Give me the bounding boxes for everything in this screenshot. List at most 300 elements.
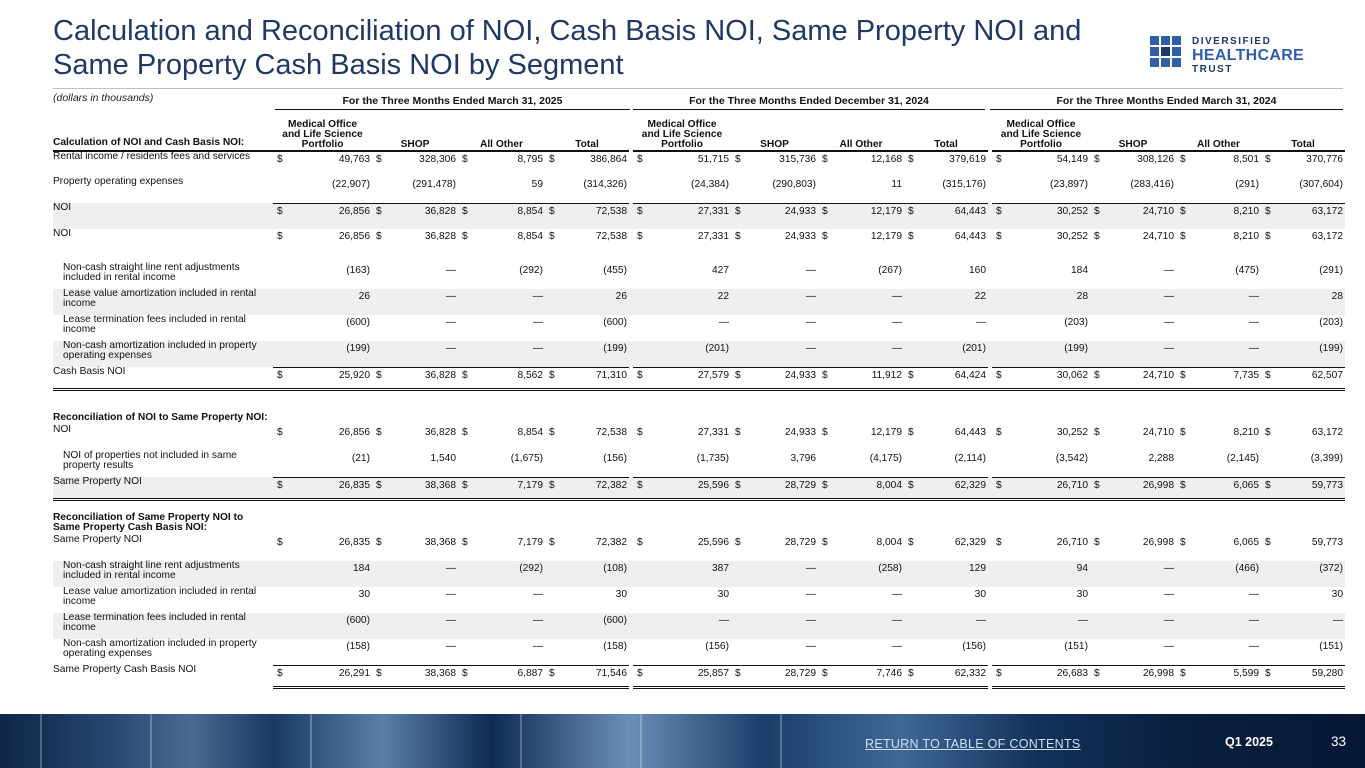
value-cell-shop: [372, 151, 458, 177]
value: (290,803): [772, 179, 816, 190]
value-cell-all-other: [1176, 203, 1261, 229]
value: 64,443: [954, 427, 986, 438]
currency-symbol: [1090, 291, 1094, 302]
value-cell-shop: [372, 639, 458, 665]
col-header-medical-office-line: Portfolio: [661, 139, 703, 150]
currency-symbol: $: [822, 205, 828, 217]
currency-symbol: $: [1180, 369, 1186, 381]
value-cell-shop: [372, 289, 458, 315]
value: 36,828: [424, 231, 456, 242]
value-cell-all-other: [458, 229, 545, 263]
value-cell-total: [545, 639, 629, 665]
value: 8,004: [876, 537, 902, 548]
value: —: [891, 589, 902, 600]
value: (600): [603, 317, 627, 328]
section-header-row: [53, 499, 1345, 535]
col-header-medical-office-line: and Life Science: [1000, 129, 1082, 140]
value-cell-medical-office: [273, 177, 372, 203]
currency-symbol: [372, 453, 376, 464]
value: 51,715: [697, 154, 729, 165]
currency-symbol: $: [637, 231, 643, 242]
value: 6,887: [517, 667, 543, 679]
value-cell-all-other: [458, 263, 545, 289]
value: 8,501: [1233, 154, 1259, 165]
currency-symbol: [458, 589, 462, 600]
value: —: [1248, 615, 1259, 626]
value-cell-total: [904, 229, 988, 263]
currency-symbol: [1261, 343, 1265, 354]
currency-symbol: [731, 615, 735, 626]
value: 27,331: [697, 427, 729, 438]
currency-symbol: [731, 343, 735, 354]
table-row: [53, 561, 1345, 587]
value-cell-total: [1261, 341, 1345, 367]
value: —: [445, 615, 456, 626]
currency-symbol: $: [822, 537, 828, 548]
value: 26,998: [1142, 479, 1174, 491]
currency-symbol: $: [1265, 479, 1271, 491]
currency-symbol: [633, 615, 637, 626]
value: (291,478): [412, 179, 456, 190]
col-header-shop: SHOP: [372, 110, 458, 151]
row-label: NOI of properties not included in same property results: [63, 450, 237, 471]
value-cell-total: [1261, 561, 1345, 587]
value: 427: [712, 265, 729, 276]
value-cell-total: [904, 561, 988, 587]
currency-symbol: [818, 641, 822, 652]
value-cell-total: [545, 665, 629, 687]
value: —: [1248, 317, 1259, 328]
value: (307,604): [1299, 179, 1343, 190]
currency-symbol: [731, 317, 735, 328]
value: 71,310: [595, 369, 627, 381]
value-cell-total: [1261, 367, 1345, 389]
currency-symbol: [1176, 453, 1180, 464]
currency-symbol: $: [1265, 427, 1271, 438]
col-header-shop: SHOP: [731, 110, 818, 151]
value: —: [805, 343, 816, 354]
value-cell-medical-office: [273, 535, 372, 561]
value: —: [1163, 615, 1174, 626]
value: (201): [962, 343, 986, 354]
col-header-all-other: All Other: [458, 110, 545, 151]
currency-symbol: $: [735, 479, 741, 491]
currency-symbol: [904, 343, 908, 354]
value: —: [1248, 589, 1259, 600]
currency-symbol: $: [908, 537, 914, 548]
value-cell-total: [545, 289, 629, 315]
currency-symbol: [818, 317, 822, 328]
value-cell-all-other: [818, 177, 904, 203]
value-cell-medical-office: [992, 451, 1090, 477]
value: 24,710: [1142, 231, 1174, 242]
value-cell-shop: [731, 263, 818, 289]
value-cell-all-other: [458, 561, 545, 587]
currency-symbol: $: [1265, 154, 1271, 165]
currency-symbol: [273, 291, 277, 302]
value: —: [532, 641, 543, 652]
value-cell-shop: [731, 289, 818, 315]
value: 6,065: [1233, 479, 1259, 491]
value: (108): [603, 563, 627, 574]
value: 63,172: [1311, 205, 1343, 217]
currency-symbol: $: [277, 231, 283, 242]
value-cell-medical-office: [992, 177, 1090, 203]
row-label: Lease value amortization included in rental income: [63, 586, 257, 607]
currency-symbol: [992, 179, 996, 190]
page-number: 33: [1331, 734, 1347, 749]
value-cell-total: [1261, 425, 1345, 451]
units-note: (dollars in thousands): [53, 92, 154, 104]
value: 62,329: [954, 479, 986, 491]
value-cell-medical-office: [992, 315, 1090, 341]
value-cell-medical-office: [633, 177, 731, 203]
currency-symbol: [633, 317, 637, 328]
value: 30: [974, 589, 986, 600]
currency-symbol: [458, 265, 462, 276]
value-cell-all-other: [458, 341, 545, 367]
value: 387: [712, 563, 729, 574]
value: 184: [1071, 265, 1088, 276]
value-cell-shop: [731, 229, 818, 263]
value-cell-medical-office: [992, 203, 1090, 229]
value: 26,856: [338, 205, 370, 217]
value: 59: [531, 179, 543, 190]
col-header-shop: SHOP: [1090, 110, 1176, 151]
currency-symbol: [372, 179, 376, 190]
currency-symbol: $: [462, 479, 468, 491]
table-row: [53, 263, 1345, 289]
period-header-q1-2024: For the Three Months Ended March 31, 2024: [990, 95, 1343, 110]
value-cell-all-other: [818, 587, 904, 613]
value: 30,252: [1056, 427, 1088, 438]
value: (151): [1064, 641, 1088, 652]
value-cell-all-other: [1176, 367, 1261, 389]
value-cell-shop: [1090, 561, 1176, 587]
currency-symbol: $: [637, 205, 643, 217]
value-cell-medical-office: [992, 367, 1090, 389]
table-row: [53, 665, 1345, 687]
row-label: Rental income / residents fees and services: [53, 151, 251, 162]
value: 24,710: [1142, 205, 1174, 217]
value-cell-total: [904, 613, 988, 639]
value: —: [1163, 265, 1174, 276]
value: 54,149: [1056, 154, 1088, 165]
currency-symbol: [273, 317, 277, 328]
value-cell-shop: [731, 665, 818, 687]
value: —: [445, 291, 456, 302]
value-cell-all-other: [818, 477, 904, 499]
currency-symbol: $: [996, 205, 1002, 217]
currency-symbol: $: [908, 231, 914, 242]
currency-symbol: [273, 563, 277, 574]
value: —: [805, 641, 816, 652]
currency-symbol: [1261, 641, 1265, 652]
value-cell-total: [545, 451, 629, 477]
value-cell-all-other: [818, 535, 904, 561]
title-divider: [53, 88, 1343, 89]
currency-symbol: $: [277, 154, 283, 165]
value: 370,776: [1306, 154, 1343, 165]
currency-symbol: $: [637, 154, 643, 165]
currency-symbol: $: [735, 369, 741, 381]
currency-symbol: [1176, 265, 1180, 276]
currency-symbol: [992, 589, 996, 600]
value-cell-shop: [731, 177, 818, 203]
row-label: Non-cash amortization included in property operating expenses: [63, 638, 257, 659]
table-header-row: [53, 110, 1345, 151]
value: 30: [615, 589, 627, 600]
value: —: [805, 589, 816, 600]
currency-symbol: $: [376, 537, 382, 548]
currency-symbol: [731, 589, 735, 600]
row-label: Lease termination fees included in rental income: [53, 613, 273, 639]
value-cell-medical-office: [992, 477, 1090, 499]
value: 11,912: [871, 369, 902, 381]
currency-symbol: [904, 291, 908, 302]
currency-symbol: [992, 317, 996, 328]
currency-symbol: [992, 453, 996, 464]
currency-symbol: $: [1265, 231, 1271, 242]
value-cell-all-other: [1176, 477, 1261, 499]
value-cell-all-other: [458, 315, 545, 341]
value-cell-total: [545, 263, 629, 289]
currency-symbol: $: [735, 427, 741, 438]
value-cell-all-other: [458, 367, 545, 389]
value-cell-medical-office: [992, 535, 1090, 561]
value-cell-total: [904, 535, 988, 561]
value-cell-medical-office: [273, 315, 372, 341]
value: (156): [962, 641, 986, 652]
currency-symbol: $: [822, 154, 828, 165]
logo-mark-icon: [1150, 36, 1186, 72]
value: 24,710: [1142, 427, 1174, 438]
currency-symbol: $: [996, 427, 1002, 438]
currency-symbol: [545, 343, 549, 354]
value: (3,399): [1310, 453, 1343, 464]
value: 28,729: [784, 667, 816, 679]
currency-symbol: [1176, 615, 1180, 626]
value: (475): [1235, 265, 1259, 276]
value: 28,729: [784, 479, 816, 491]
value-cell-shop: [731, 203, 818, 229]
value: —: [1163, 563, 1174, 574]
currency-symbol: [372, 563, 376, 574]
table-row: [53, 341, 1345, 367]
value: 64,424: [954, 369, 986, 381]
currency-symbol: [731, 641, 735, 652]
value: 328,306: [419, 154, 456, 165]
value: 6,065: [1233, 537, 1259, 548]
report-period: Q1 2025: [1225, 735, 1273, 749]
value: 8,210: [1233, 231, 1259, 242]
value-cell-all-other: [818, 639, 904, 665]
currency-symbol: [731, 179, 735, 190]
value: (292): [519, 265, 543, 276]
value: 27,579: [697, 369, 729, 381]
value-cell-all-other: [818, 151, 904, 177]
value-cell-all-other: [1176, 177, 1261, 203]
value: —: [805, 291, 816, 302]
value-cell-total: [545, 367, 629, 389]
section-header-row: [53, 389, 1345, 425]
value: 24,710: [1142, 369, 1174, 381]
value: 26,856: [338, 231, 370, 242]
value: —: [445, 589, 456, 600]
value: 71,546: [595, 667, 627, 679]
currency-symbol: [1261, 453, 1265, 464]
currency-symbol: [1176, 589, 1180, 600]
value-cell-all-other: [818, 425, 904, 451]
value-cell-total: [904, 587, 988, 613]
currency-symbol: [1176, 291, 1180, 302]
value-cell-shop: [731, 367, 818, 389]
value: 25,920: [338, 369, 370, 381]
page-title: Calculation and Reconciliation of NOI, Cash Basis NOI, Same Property NOI and Same Property Cash Basis NOI by Segment: [53, 15, 1082, 81]
currency-symbol: [1261, 291, 1265, 302]
value: 26,710: [1056, 479, 1088, 491]
currency-symbol: [818, 589, 822, 600]
value: (199): [1064, 343, 1088, 354]
currency-symbol: [545, 291, 549, 302]
currency-symbol: $: [376, 154, 382, 165]
currency-symbol: $: [1180, 667, 1186, 679]
currency-symbol: [992, 641, 996, 652]
currency-symbol: $: [277, 667, 283, 679]
currency-symbol: [545, 615, 549, 626]
value: (21): [351, 453, 370, 464]
col-header-medical-office-line: and Life Science: [282, 129, 363, 140]
row-label: Reconciliation of Same Property NOI to Same Property Cash Basis NOI:: [53, 499, 273, 535]
value: 28,729: [784, 537, 816, 548]
value-cell-shop: [372, 561, 458, 587]
value: 72,538: [595, 205, 627, 217]
value-cell-total: [1261, 587, 1345, 613]
currency-symbol: $: [376, 369, 382, 381]
currency-symbol: [633, 343, 637, 354]
value-cell-shop: [372, 367, 458, 389]
value: (203): [1319, 317, 1343, 328]
value-cell-all-other: [1176, 639, 1261, 665]
value: (163): [346, 265, 370, 276]
value-cell-total: [545, 177, 629, 203]
return-to-contents-link[interactable]: RETURN TO TABLE OF CONTENTS: [865, 737, 1081, 751]
table-row: [53, 151, 1345, 177]
value-cell-total: [545, 425, 629, 451]
value: 72,382: [595, 479, 627, 491]
value-cell-all-other: [818, 341, 904, 367]
value: (24,384): [691, 179, 729, 190]
value-cell-shop: [372, 451, 458, 477]
value: 379,619: [949, 154, 986, 165]
value: 12,179: [870, 231, 902, 242]
table-row: [53, 289, 1345, 315]
value-cell-shop: [1090, 203, 1176, 229]
currency-symbol: [273, 453, 277, 464]
currency-symbol: $: [1094, 479, 1100, 491]
value-cell-medical-office: [633, 289, 731, 315]
table-row: [53, 477, 1345, 499]
currency-symbol: $: [1094, 154, 1100, 165]
value: 26,998: [1142, 537, 1174, 548]
value: —: [1077, 615, 1088, 626]
currency-symbol: [458, 641, 462, 652]
currency-symbol: [1090, 615, 1094, 626]
value-cell-all-other: [458, 587, 545, 613]
currency-symbol: $: [1094, 537, 1100, 548]
row-label: NOI: [53, 228, 72, 239]
value: —: [445, 563, 456, 574]
value: (283,416): [1130, 179, 1174, 190]
value-cell-medical-office: [633, 451, 731, 477]
currency-symbol: [1176, 641, 1180, 652]
value: 5,599: [1233, 667, 1259, 679]
currency-symbol: $: [376, 231, 382, 242]
currency-symbol: [992, 615, 996, 626]
currency-symbol: [1090, 265, 1094, 276]
value: 22: [974, 291, 986, 302]
currency-symbol: [731, 563, 735, 574]
value: 26,710: [1056, 537, 1088, 548]
col-header-medical-office-line: Medical Office: [647, 119, 717, 130]
value: —: [1163, 641, 1174, 652]
value-cell-all-other: [1176, 613, 1261, 639]
value: (156): [705, 641, 729, 652]
value: 63,172: [1311, 427, 1343, 438]
value: 59,773: [1311, 479, 1343, 491]
value-cell-shop: [731, 639, 818, 665]
currency-symbol: [904, 589, 908, 600]
col-header-medical-office-line: Portfolio: [1020, 139, 1062, 150]
value-cell-medical-office: [992, 639, 1090, 665]
value-cell-shop: [372, 477, 458, 499]
currency-symbol: $: [908, 479, 914, 491]
currency-symbol: [1261, 179, 1265, 190]
currency-symbol: $: [549, 205, 555, 217]
value-cell-shop: [372, 665, 458, 687]
currency-symbol: $: [996, 369, 1002, 381]
currency-symbol: [372, 641, 376, 652]
value-cell-all-other: [458, 177, 545, 203]
value-cell-medical-office: [273, 613, 372, 639]
value-cell-shop: [1090, 477, 1176, 499]
value-cell-all-other: [458, 535, 545, 561]
table-row: [53, 639, 1345, 665]
value-cell-medical-office: [633, 665, 731, 687]
value-cell-shop: [372, 613, 458, 639]
value-cell-total: [1261, 639, 1345, 665]
value-cell-shop: [372, 587, 458, 613]
value: 38,368: [424, 667, 456, 679]
value: 36,828: [424, 369, 456, 381]
value: —: [805, 615, 816, 626]
table-row: [53, 535, 1345, 561]
value-cell-all-other: [458, 477, 545, 499]
currency-symbol: $: [549, 154, 555, 165]
currency-symbol: [458, 291, 462, 302]
value-cell-total: [904, 341, 988, 367]
value: —: [1248, 291, 1259, 302]
currency-symbol: [458, 563, 462, 574]
value-cell-total: [545, 315, 629, 341]
value-cell-all-other: [818, 289, 904, 315]
value-cell-total: [545, 587, 629, 613]
value-cell-medical-office: [992, 263, 1090, 289]
currency-symbol: $: [996, 231, 1002, 242]
value: —: [1248, 343, 1259, 354]
value-cell-total: [1261, 613, 1345, 639]
section-spacer: [273, 389, 1345, 425]
